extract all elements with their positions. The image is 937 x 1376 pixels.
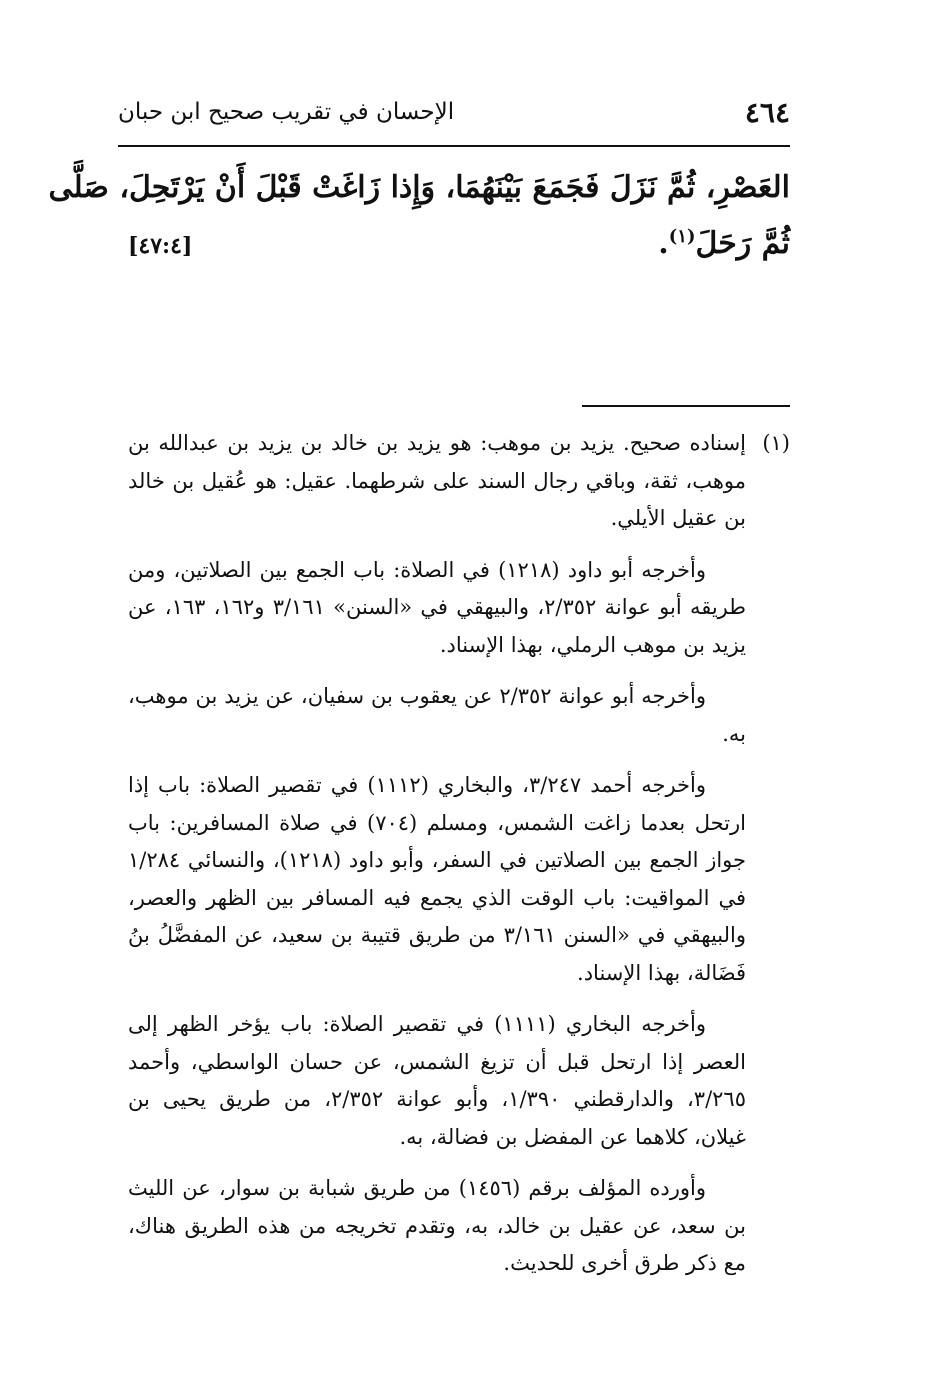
footnote-number: (١): [762, 431, 790, 455]
footnotes-section: [128, 425, 790, 1297]
footnote-divider: [582, 405, 790, 407]
hadith-reference: [٤٧:٤]: [128, 233, 193, 259]
header-divider: [118, 145, 790, 147]
footnote-paragraph: وأخرجه أبو داود (١٢١٨) في الصلاة: باب الجمع بين الصلاتين، ومن طريقه أبو عوانة ٢/٣٥٢، والبيهقي في «السنن» ٣/١٦١ و١٦٢، ١٦٣، عن يزيد بن موهب الرملي، بهذا الإسناد.: [128, 557, 746, 657]
main-text-line-2: [128, 216, 790, 274]
footnote-paragraph: إسناده صحيح. يزيد بن موهب: هو يزيد بن خالد بن يزيد بن عبدالله بن موهب، ثقة، وباقي رجال السند على شرطهما. عقيل: هو عُقيل بن خالد بن عقيل الأيلي.: [128, 431, 746, 530]
footnote-1: [128, 425, 790, 552]
main-hadith-text: [48, 160, 790, 274]
running-title: الإحسان في تقريب صحيح ابن حبان: [118, 99, 455, 125]
main-text-line-2-end: .: [658, 226, 669, 261]
page-header: [118, 92, 790, 132]
main-text-line-2-content: [658, 216, 790, 272]
footnote-paragraph: وأورده المؤلف برقم (١٤٥٦) من طريق شبابة بن سوار، عن الليث بن سعد، عن عقيل بن خالد، به، وتقدم تخريجه من هذه الطريق هناك، مع ذكر طرق أخرى للحديث.: [128, 1176, 746, 1275]
main-text-line-1: العَصْرِ، ثُمَّ نَزَلَ فَجَمَعَ بَيْنَهُمَا، وَإِذا زَاغَتْ قَبْلَ أَنْ يَرْتَحِلَ، صَلَّى: [48, 170, 790, 205]
footnote-paragraph: وأخرجه أحمد ٣/٢٤٧، والبخاري (١١١٢) في تقصير الصلاة: باب إذا ارتحل بعدما زاغت الشمس، ومسلم (٧٠٤) في صلاة المسافرين: باب جواز الجمع بين الصلاتين في السفر، وأبو داود (١٢١٨)، والنسائي ١/٢٨٤ في المواقيت: باب الوقت الذي يجمع فيه المسافر بين الظهر والعصر، والبيهقي في «السنن ٣/١٦١ من طريق قتيبة بن سعيد، عن المفضَّلُ بنُ فَضَالة، بهذا الإسناد.: [128, 773, 747, 985]
footnote-paragraph: وأخرجه البخاري (١١١١) في تقصير الصلاة: باب يؤخر الظهر إلى العصر إذا ارتحل قبل أن تزيغ الشمس، عن حسان الواسطي، وأحمد ٣/٢٦٥، والدارقطني ١/٣٩٠، وأبو عوانة ٢/٣٥٢، من طريق يحيى بن غيلان، كلاهما عن المفضل بن فضالة، به.: [128, 1012, 746, 1149]
footnote-paragraph: وأخرجه أبو عوانة ٢/٣٥٢ عن يعقوب بن سفيان، عن يزيد بن موهب، به.: [128, 684, 746, 746]
footnote-marker: (١): [668, 226, 696, 247]
main-text-line-2-text: ثُمَّ رَحَلَ: [695, 226, 790, 261]
page-number: ٤٦٤: [744, 95, 790, 129]
